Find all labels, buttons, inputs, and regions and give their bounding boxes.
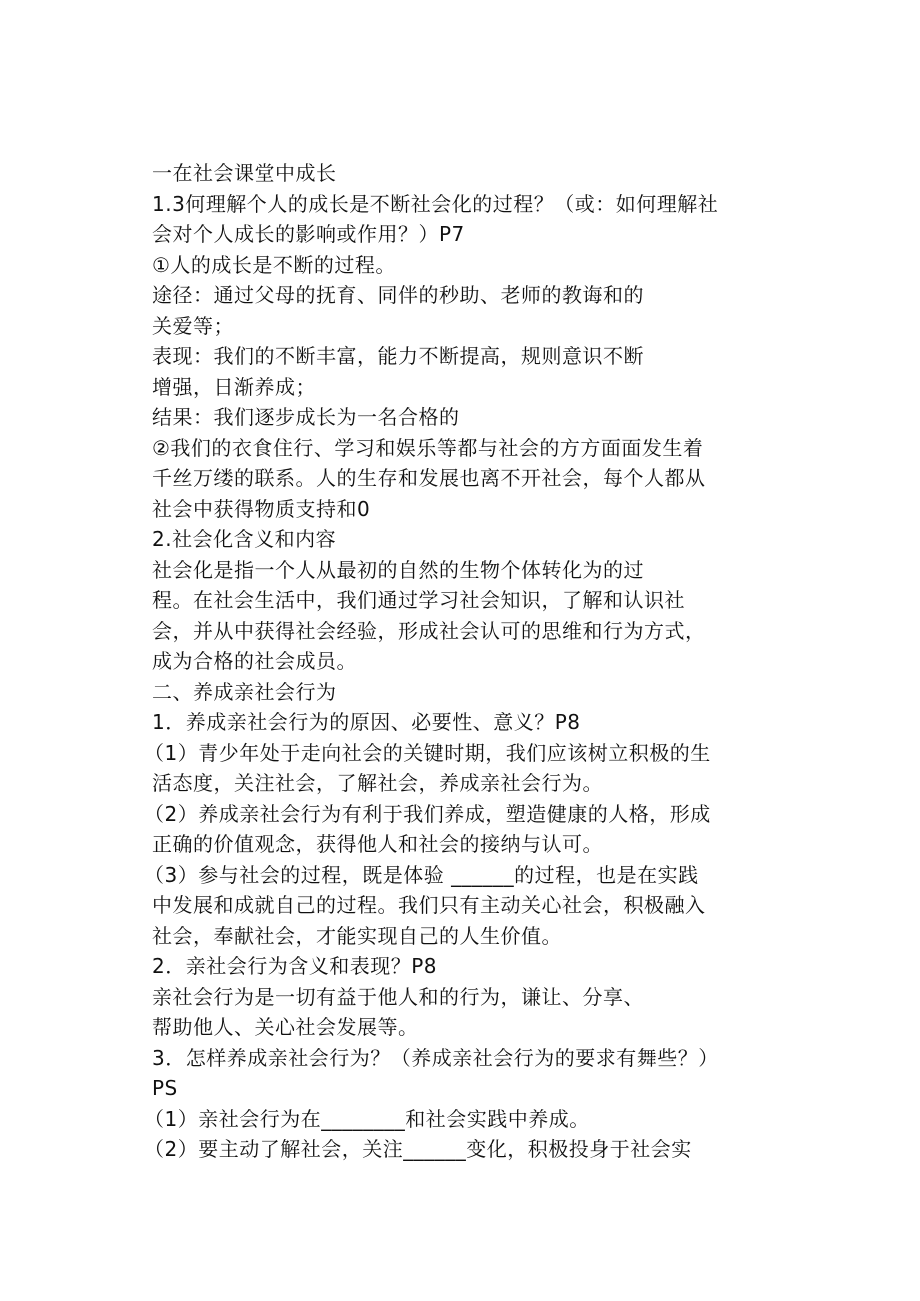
text-line: （2）要主动了解社会，关注______变化，积极投身于社会实	[144, 1137, 692, 1161]
text-line: （3）参与社会的过程，既是体验 ______的过程，也是在实践	[144, 862, 699, 887]
text-line: ②我们的衣食住行、学习和娱乐等都与社会的方方面面发生着	[152, 435, 704, 460]
text-line: 关爱等；	[152, 313, 234, 338]
text-line: ①人的成长是不断的过程。	[152, 252, 396, 277]
section-heading: 一在社会课堂中成长	[152, 161, 337, 185]
text-line: 途径：通过父母的抚育、同伴的秒助、老师的教诲和的	[152, 283, 644, 307]
section-heading: 二、养成亲社会行为	[152, 679, 337, 704]
document-body	[144, 158, 772, 1165]
text-line: 亲社会行为是一切有益于他人和的行为，谦让、分享、	[152, 984, 644, 1009]
text-line: 会，并从中获得社会经验，形成社会认可的思维和行为方式，	[152, 618, 706, 643]
text-line: 社会，奉献社会，才能实现自己的人生价值。	[152, 923, 562, 948]
text-line: PS	[152, 1076, 178, 1100]
question-heading: 1.3何理解个人的成长是不断社会化的过程？（或：如何理解社	[152, 191, 719, 216]
text-line: 成为合格的社会成员。	[152, 649, 357, 673]
question-heading: 3．怎样养成亲社会行为？（养成亲社会行为的要求有舞些？）	[152, 1045, 719, 1070]
text-line: （1）亲社会行为在________和社会实践中养成。	[144, 1106, 590, 1131]
text-line: 程。在社会生活中，我们通过学习社会知识，了解和认识社	[152, 588, 685, 612]
question-heading: 2．亲社会行为含义和表现？P8	[152, 954, 438, 978]
question-heading: 1．养成亲社会行为的原因、必要性、意义？P8	[152, 710, 581, 734]
text-line: 社会化是指一个人从最初的自然的生物个体转化为的过	[152, 557, 644, 582]
text-line: 千丝万缕的联系。人的生存和发展也离不开社会，每个人都从	[152, 466, 706, 490]
text-line: （1）青少年处于走向社会的关键时期，我们应该树立积极的生	[144, 740, 711, 765]
text-line: （2）养成亲社会行为有利于我们养成，塑造健康的人格，形成	[144, 801, 711, 826]
text-line: 结果：我们逐步成长为一名合格的	[152, 405, 460, 429]
text-line: 增强，日渐养成；	[152, 374, 316, 399]
text-line: 表现：我们的不断丰富，能力不断提高，规则意识不断	[152, 344, 644, 368]
text-line: 活态度，关注社会，了解社会，养成亲社会行为。	[152, 771, 603, 795]
text-line: 会对个人成长的影响或作用？）P7	[152, 222, 465, 246]
question-heading: 2.社会化含义和内容	[152, 527, 337, 551]
text-line: 正确的价值观念，获得他人和社会的接纳与认可。	[152, 832, 603, 856]
text-line: 社会中获得物质支持和0	[152, 496, 371, 521]
text-line: 帮助他人、关心社会发展等。	[152, 1015, 419, 1039]
text-line: 中发展和成就自己的过程。我们只有主动关心社会，积极融入	[152, 893, 706, 917]
